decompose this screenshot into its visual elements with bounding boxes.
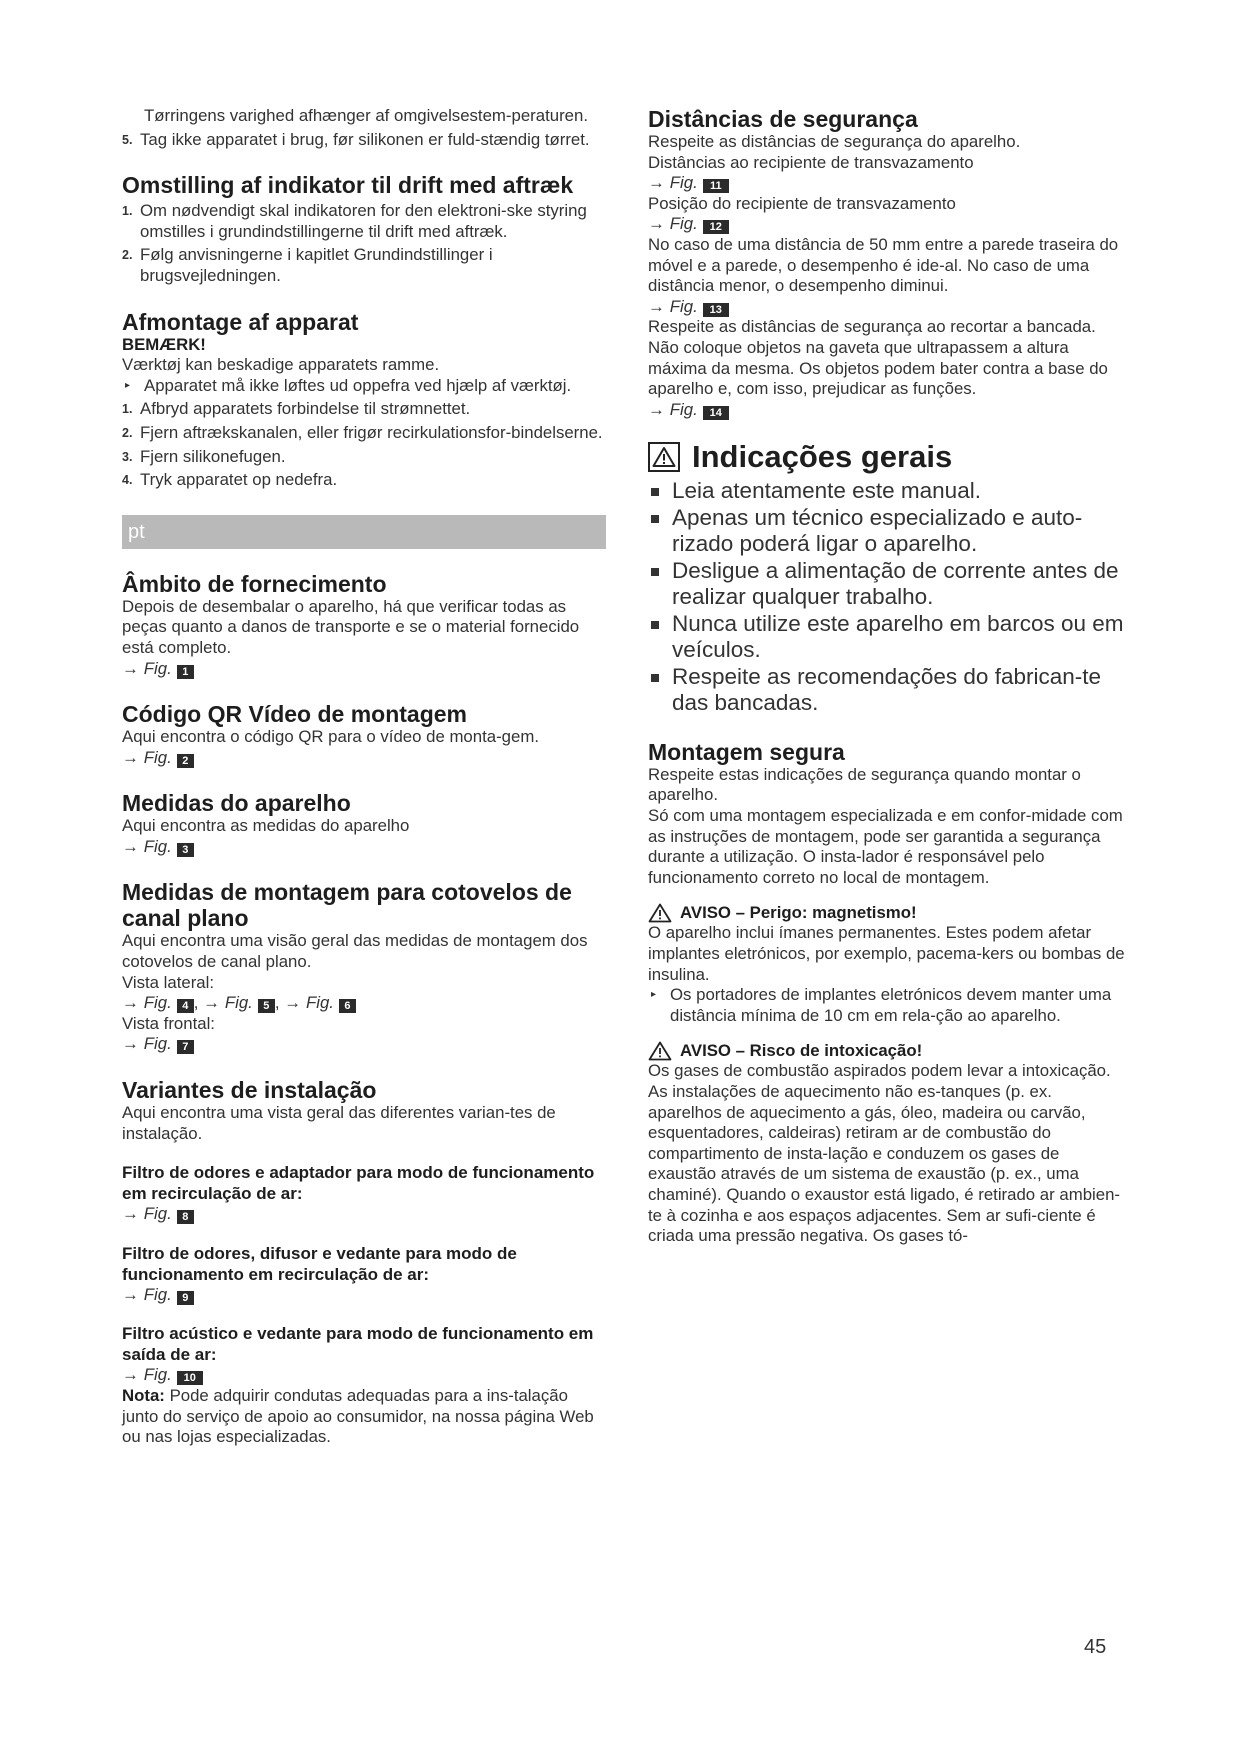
warning-icon xyxy=(648,442,680,472)
figure-reference: → Fig. 11 xyxy=(648,173,1128,194)
figure-number: 10 xyxy=(177,1371,203,1385)
warning-bullets xyxy=(648,985,1128,1026)
figure-number: 9 xyxy=(177,1291,194,1305)
figure-number: 8 xyxy=(177,1210,194,1224)
triangle-bullet-icon: ▸ xyxy=(125,379,131,391)
medidas-montagem-heading: Medidas de montagem para cotovelos de canal plano xyxy=(122,879,572,932)
figure-number: 2 xyxy=(177,754,194,768)
vista-lateral-label: Vista lateral: xyxy=(122,972,215,992)
medidas-heading: Medidas do aparelho xyxy=(122,790,351,817)
list-item: 3. Fjern silikonefugen. xyxy=(122,446,286,466)
square-bullet-icon xyxy=(651,515,659,523)
figure-number: 6 xyxy=(339,999,356,1013)
warning-text: O aparelho inclui ímanes permanentes. Estes podem afetar implantes eletrónicos, por exemplo, pacema-kers ou bombas de insulina. xyxy=(648,923,1125,984)
note-text: Værktøj kan beskadige apparatets ramme. xyxy=(122,355,440,375)
list-item: Nunca utilize este aparelho em barcos ou em veículos. xyxy=(648,611,1128,664)
warning-triangle-icon xyxy=(648,1041,672,1061)
list-item: 4. Tryk apparatet op nedefra. xyxy=(122,470,338,490)
figure-reference: → Fig. 13 xyxy=(648,297,1128,318)
medidas-montagem-text: Aqui encontra uma visão geral das medidas de montagem dos cotovelos de canal plano. xyxy=(122,931,588,972)
figure-number: 5 xyxy=(258,999,275,1013)
figure-number: 1 xyxy=(177,665,194,679)
distancias-p6: Não coloque objetos na gaveta que ultrapassem a altura máxima da mesma. Os objetos podem bater contra a base do aparelho e, com isso, prejudicar as funções. xyxy=(648,337,1108,399)
distancias-p1: Respeite as distâncias de segurança do aparelho. xyxy=(648,132,1021,151)
language-bar: pt xyxy=(122,515,606,549)
warning-triangle-icon xyxy=(648,903,672,923)
warning-title: AVISO – Perigo: magnetismo! xyxy=(680,903,917,923)
medidas-text: Aqui encontra as medidas do aparelho xyxy=(122,816,410,836)
ambito-heading: Âmbito de fornecimento xyxy=(122,570,387,597)
figure-reference: → Fig. 8 xyxy=(122,1204,606,1225)
montagem-p1: Respeite estas indicações de segurança quando montar o aparelho. xyxy=(648,764,1081,805)
figure-reference: → Fig. 7 xyxy=(122,1034,606,1055)
afmontage-steps xyxy=(122,399,606,490)
warning-title: AVISO – Risco de intoxicação! xyxy=(680,1041,923,1061)
warning-text: Os gases de combustão aspirados podem levar a intoxicação. As instalações de aquecimento não es-tanques (p. ex. aparelhos de aquecimento a gás, óleo, madeira ou carvão, esquentadores, caldeiras) retiram ar de combustão do compartimento de insta-lação e conduzem os gases de exaustão através de um sistema de exaustão (p. ex., uma chaminé). Quando o exaustor está ligado, é retirado ar ambien-te à cozinha e aos espaços adjacentes. Sem ar sufi-ciente é criada uma pressão negativa. Os gases tó- xyxy=(648,1061,1121,1246)
list-item: 1. Om nødvendigt skal indikatoren for den elektroni-ske styring omstilles i grundindstillingerne til drift med aftræk. xyxy=(122,201,587,241)
list-item: 2. Fjern aftrækskanalen, eller frigør recirkulationsfor-bindelserne. xyxy=(122,422,603,442)
vista-frontal-label: Vista frontal: xyxy=(122,1013,215,1033)
qr-text: Aqui encontra o código QR para o vídeo de monta-gem. xyxy=(122,727,539,747)
figure-number: 4 xyxy=(177,999,194,1013)
distancias-p5: Respeite as distâncias de segurança ao recortar a bancada. xyxy=(648,317,1096,337)
ambito-text: Depois de desembalar o aparelho, há que verificar todas as peças quanto a danos de transporte e se o material fornecido está completo. xyxy=(122,596,580,657)
afmontage-heading: Afmontage af apparat xyxy=(122,308,359,335)
omstilling-steps xyxy=(122,201,606,286)
figure-reference: → Fig. 2 xyxy=(122,748,606,769)
variantes-heading: Variantes de instalação xyxy=(122,1077,377,1104)
list-item: Leia atentamente este manual. xyxy=(648,478,1128,505)
page-number: 45 xyxy=(1084,1636,1107,1658)
figure-reference: → Fig. 3 xyxy=(122,837,606,858)
distancias-p3: Posição do recipiente de transvazamento xyxy=(648,193,956,213)
figure-number: 11 xyxy=(703,179,729,193)
indicacoes-list xyxy=(648,478,1128,717)
list-item: 1. Afbryd apparatets forbindelse til strømnettet. xyxy=(122,399,471,419)
figure-number: 14 xyxy=(703,406,729,420)
figure-number: 7 xyxy=(177,1040,194,1054)
distancias-heading: Distâncias de segurança xyxy=(648,106,918,132)
figure-reference-lateral: → Fig. 4 , → Fig. 5 , → Fig. 6 xyxy=(122,993,606,1014)
list-item: Apenas um técnico especializado e auto-rizado poderá ligar o aparelho. xyxy=(648,505,1128,558)
variant-1-heading: Filtro de odores e adaptador para modo de funcionamento em recirculação de ar: xyxy=(122,1163,595,1204)
indicacoes-title-row xyxy=(648,440,1128,474)
indicacoes-heading: Indicações gerais xyxy=(692,439,953,475)
afmontage-bullets xyxy=(122,376,606,397)
montagem-heading: Montagem segura xyxy=(648,738,845,765)
list-item: 2. Følg anvisningerne i kapitlet Grundindstillinger i brugsvejledningen. xyxy=(122,245,493,285)
figure-number: 13 xyxy=(703,303,729,317)
intro-steps xyxy=(122,130,606,151)
distancias-p2: Distâncias ao recipiente de transvazamento xyxy=(648,152,974,172)
figure-reference: → Fig. 14 xyxy=(648,400,1128,421)
figure-number: 12 xyxy=(703,220,729,234)
note-label: BEMÆRK! xyxy=(122,334,206,354)
warning-intoxication xyxy=(648,1040,1128,1061)
warning-magnetism xyxy=(648,902,1128,923)
variantes-text: Aqui encontra uma vista geral das diferentes varian-tes de instalação. xyxy=(122,1103,556,1143)
variant-3-heading: Filtro acústico e vedante para modo de funcionamento em saída de ar: xyxy=(122,1324,594,1365)
square-bullet-icon xyxy=(651,568,659,576)
qr-heading: Código QR Vídeo de montagem xyxy=(122,701,468,728)
square-bullet-icon xyxy=(651,674,659,682)
figure-reference: → Fig. 9 xyxy=(122,1285,606,1306)
figure-reference: → Fig. 1 xyxy=(122,659,606,680)
list-item: ▸ Apparatet må ikke løftes ud oppefra ved hjælp af værktøj. xyxy=(125,375,572,395)
square-bullet-icon xyxy=(651,621,659,629)
left-column xyxy=(122,106,606,1448)
right-column xyxy=(648,106,1128,1247)
distancias-p4: No caso de uma distância de 50 mm entre a parede traseira do móvel e a parede, o desempenho é ide-al. No caso de uma distância menor, o desempenho diminui. xyxy=(648,234,1119,296)
nota-paragraph: Nota: Pode adquirir condutas adequadas para a ins-talação junto do serviço de apoio ao consumidor, na nossa página Web ou nas lojas especializadas. xyxy=(122,1386,594,1447)
variant-2-heading: Filtro de odores, difusor e vedante para modo de funcionamento em recirculação de ar: xyxy=(122,1243,517,1284)
list-item: 5. Tag ikke apparatet i brug, før silikonen er fuld-stændig tørret. xyxy=(122,129,590,149)
triangle-bullet-icon: ▸ xyxy=(651,989,657,1001)
list-item: ▸ Os portadores de implantes eletrónicos devem manter uma distância mínima de 10 cm em rela-ção ao aparelho. xyxy=(651,985,1112,1025)
montagem-p2: Só com uma montagem especializada e em confor-midade com as instruções de montagem, pode ser garantida a segurança durante a utilização. O insta-lador é responsável pelo funcionamento correto no local de montagem. xyxy=(648,806,1123,887)
figure-number: 3 xyxy=(177,843,194,857)
figure-reference: → Fig. 12 xyxy=(648,214,1128,235)
intro-continuation: Tørringens varighed afhænger af omgivelsestem-peraturen. xyxy=(144,106,588,125)
figure-reference: → Fig. 10 xyxy=(122,1365,606,1386)
list-item: Desligue a alimentação de corrente antes de realizar qualquer trabalho. xyxy=(648,558,1128,611)
omstilling-heading: Omstilling af indikator til drift med aftræk xyxy=(122,172,574,199)
list-item: Respeite as recomendações do fabrican-te das bancadas. xyxy=(648,664,1128,717)
square-bullet-icon xyxy=(651,488,659,496)
nota-label: Nota: xyxy=(122,1386,165,1405)
